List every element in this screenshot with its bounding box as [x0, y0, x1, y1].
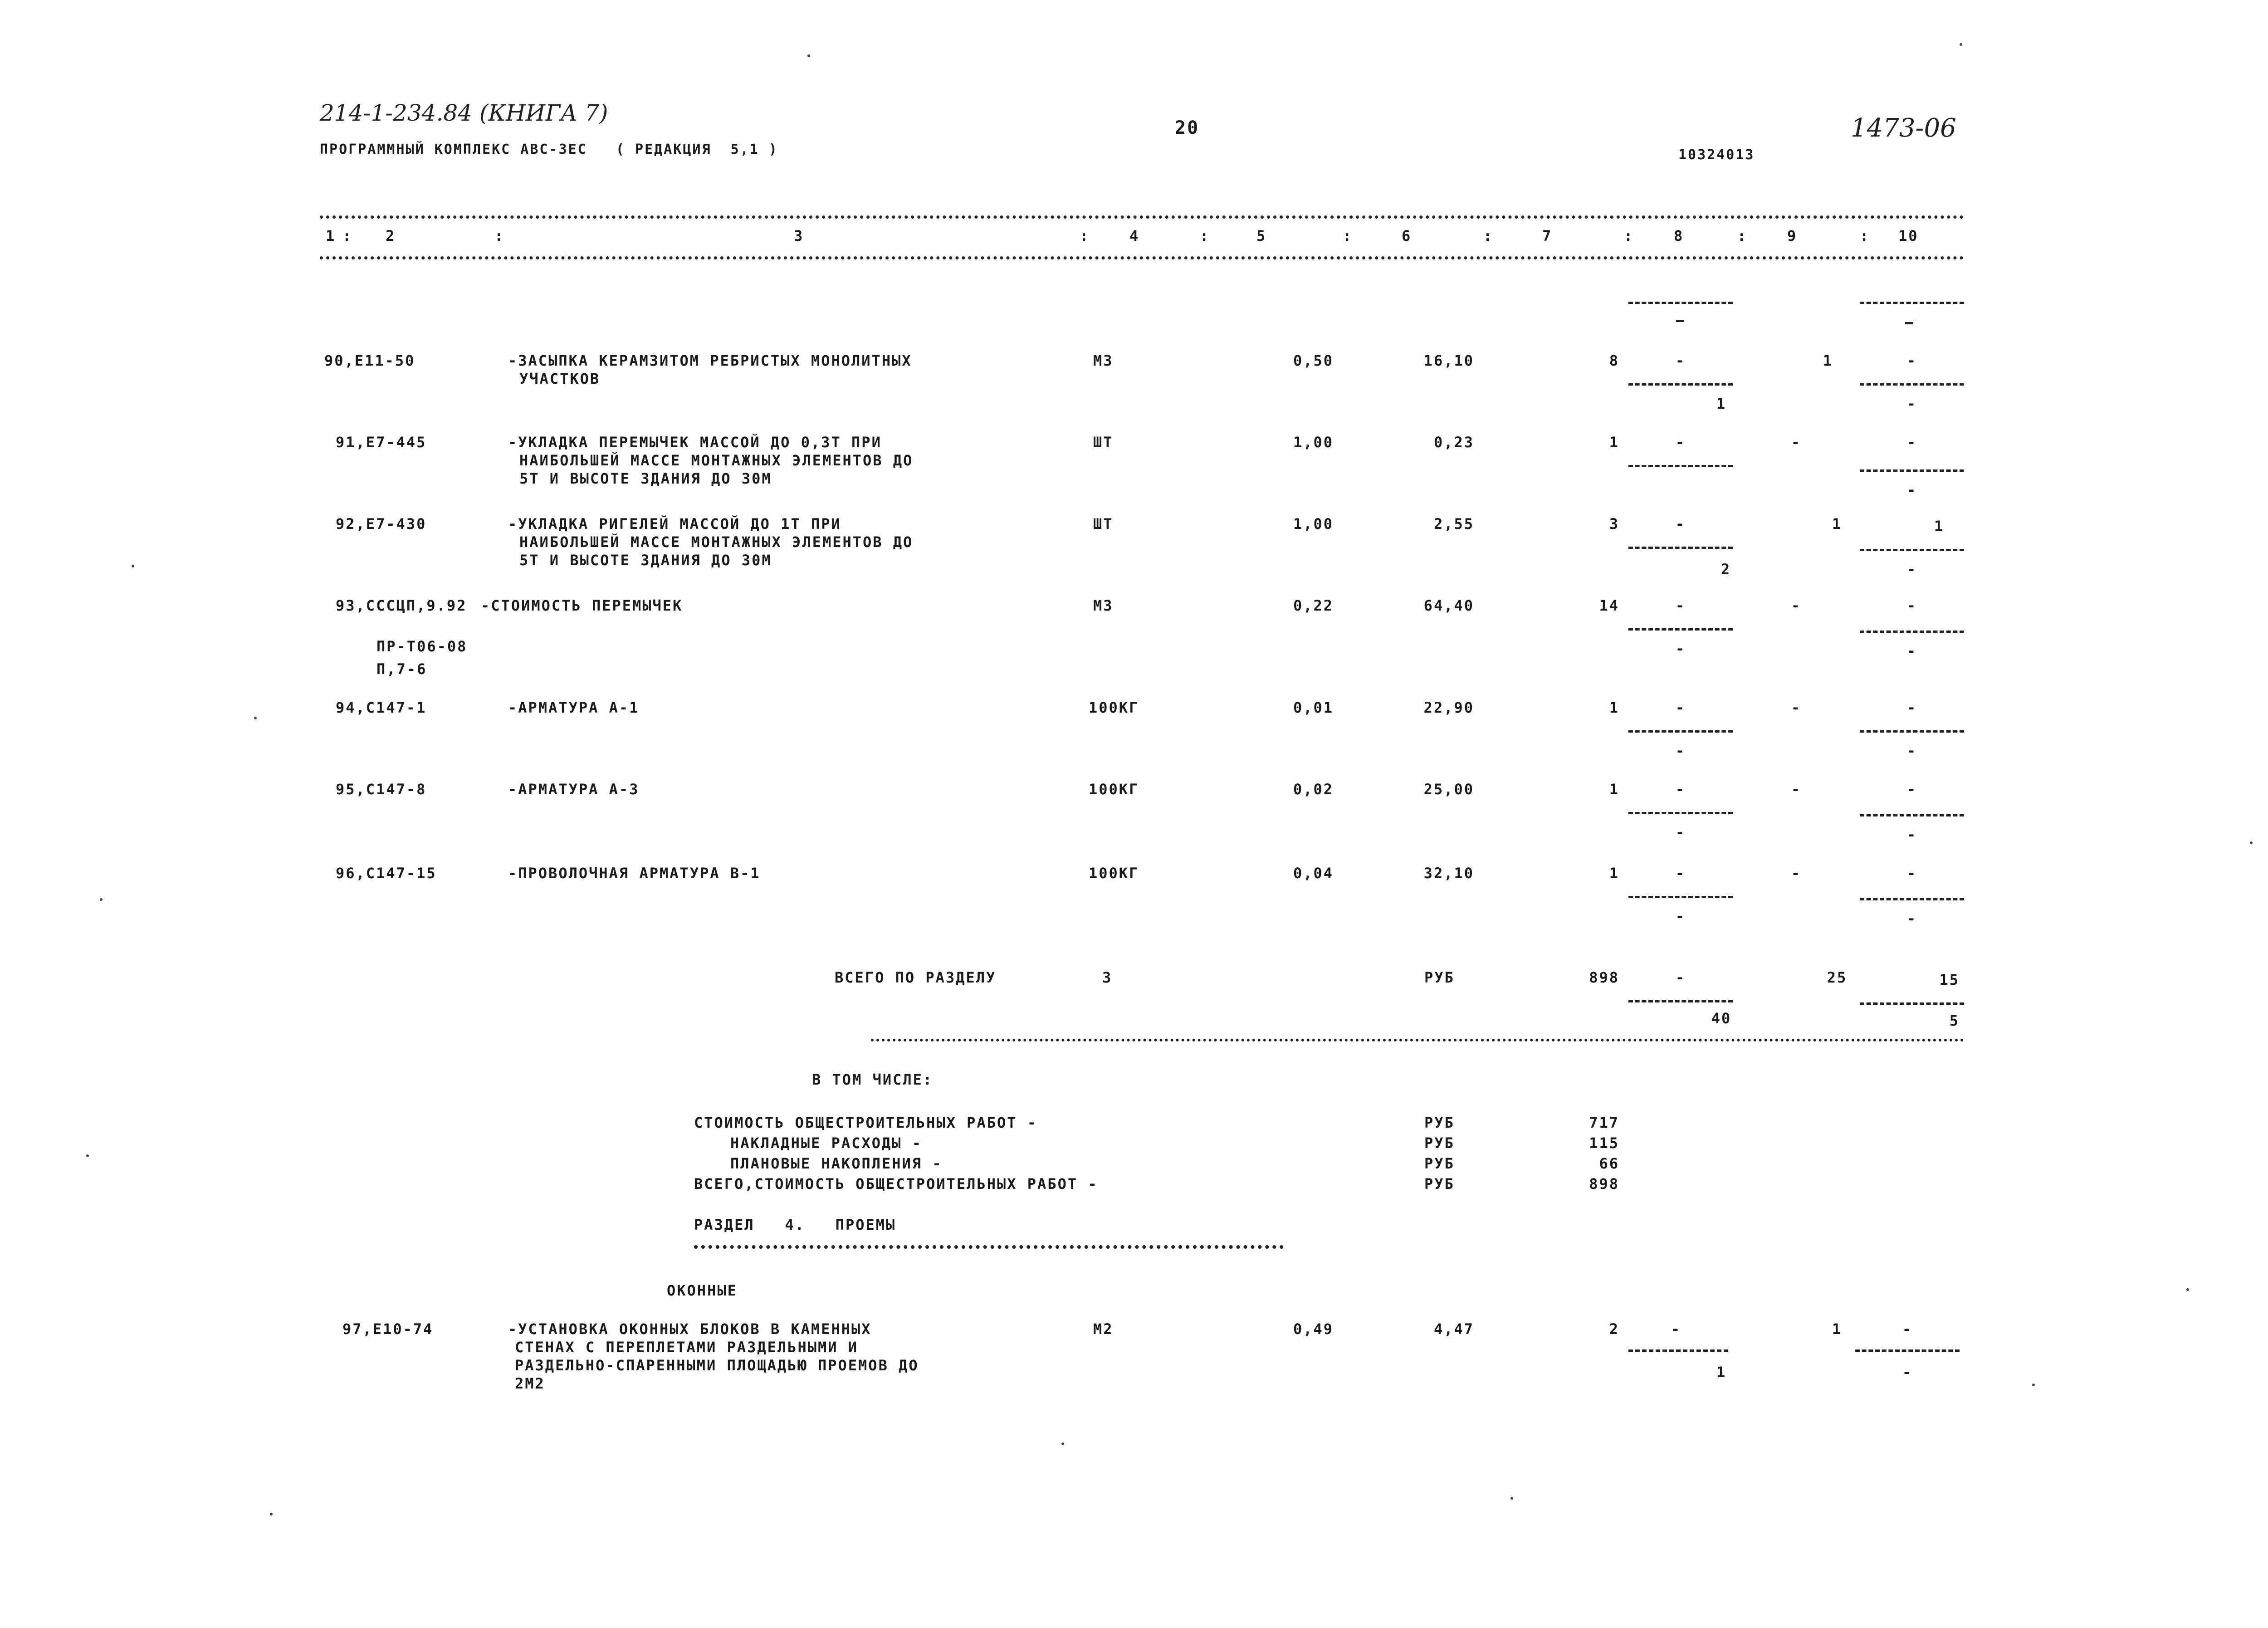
- breakdown-line: СТОИМОСТЬ ОБЩЕСТРОИТЕЛЬНЫХ РАБОТ -: [694, 1114, 1038, 1131]
- row-col8-line: [1628, 730, 1733, 733]
- row-col9: 1: [1832, 515, 1843, 533]
- row-description: -АРМАТУРА А-3: [508, 781, 640, 798]
- col8-dash: [1676, 320, 1684, 322]
- row-col10-top: -: [1906, 781, 1917, 798]
- row-description: РАЗДЕЛЬНО-СПАРЕННЫМИ ПЛОЩАДЬЮ ПРОЕМОВ ДО: [515, 1357, 919, 1374]
- section-total-col8-line: [1628, 1000, 1733, 1002]
- col-separators: :: [1200, 227, 1210, 244]
- col10-subline: [1860, 302, 1964, 304]
- row-description: -СТОИМОСТЬ ПЕРЕМЫЧЕК: [481, 597, 683, 614]
- breakdown-currency: РУБ: [1424, 1155, 1455, 1172]
- row-qty: 0,22: [1293, 597, 1334, 614]
- col-header-6: 6: [1402, 227, 1412, 244]
- row-col10-line: [1860, 730, 1964, 733]
- row-qty: 1,00: [1293, 434, 1334, 451]
- row-description: -ЗАСЫПКА КЕРАМЗИТОМ РЕБРИСТЫХ МОНОЛИТНЫХ: [508, 352, 912, 369]
- row-description: 5Т И ВЫСОТЕ ЗДАНИЯ ДО 30М: [519, 552, 772, 569]
- row-description: -УКЛАДКА ПЕРЕМЫЧЕК МАССОЙ ДО 0,3Т ПРИ: [508, 434, 882, 451]
- section-total-col10-line: [1860, 1002, 1964, 1005]
- row-sum: 1: [1609, 699, 1619, 716]
- row-col10-bottom: -: [1906, 826, 1917, 843]
- col-separators: :: [342, 227, 353, 244]
- row-col10-bottom: -: [1906, 910, 1917, 927]
- row-sum: 1: [1609, 781, 1619, 798]
- col-header-4: 4: [1129, 227, 1140, 244]
- row-number: 97,Е10-74: [342, 1320, 434, 1338]
- row-description: НАИБОЛЬШЕЙ МАССЕ МОНТАЖНЫХ ЭЛЕМЕНТОВ ДО: [519, 452, 914, 469]
- row-col10-bottom: -: [1902, 1364, 1913, 1381]
- row-sum: 3: [1609, 515, 1619, 533]
- section-total-col9: 25: [1827, 969, 1848, 986]
- scan-speck: [2186, 1288, 2189, 1291]
- row-sum: 1: [1609, 434, 1619, 451]
- row-price: 64,40: [1423, 597, 1474, 614]
- row-col10-bottom: -: [1906, 561, 1917, 578]
- section-total-number: 3: [1102, 969, 1113, 986]
- breakdown-currency: РУБ: [1424, 1134, 1455, 1152]
- col-header-2: 2: [386, 227, 396, 244]
- row-qty: 0,01: [1293, 699, 1334, 716]
- row-qty: 0,49: [1293, 1320, 1334, 1338]
- page-number: 20: [1175, 117, 1200, 138]
- row-col10-bottom: -: [1906, 481, 1917, 499]
- row-sum: 2: [1609, 1320, 1619, 1338]
- row-number: 92,Е7-430: [336, 515, 427, 533]
- scan-speck: [1510, 1497, 1513, 1500]
- col-header-1: 1: [326, 227, 336, 244]
- row-price: 25,00: [1423, 781, 1474, 798]
- row-col10-top: -: [1906, 865, 1917, 882]
- row-description: -ПРОВОЛОЧНАЯ АРМАТУРА В-1: [508, 865, 761, 882]
- row-col8-top: -: [1675, 515, 1686, 533]
- row-description: 5Т И ВЫСОТЕ ЗДАНИЯ ДО 30М: [519, 470, 772, 487]
- row-col8-line: [1628, 896, 1733, 898]
- row-description: СТЕНАХ С ПЕРЕПЛЕТАМИ РАЗДЕЛЬНЫМИ И: [515, 1339, 859, 1356]
- row-description: НАИБОЛЬШЕЙ МАССЕ МОНТАЖНЫХ ЭЛЕМЕНТОВ ДО: [519, 533, 914, 551]
- row-price: 0,23: [1433, 434, 1474, 451]
- breakdown-line: ПЛАНОВЫЕ НАКОПЛЕНИЯ -: [730, 1155, 943, 1172]
- header-top-rule: [320, 215, 1964, 219]
- header-bottom-rule: [320, 256, 1964, 259]
- row-number: 96,С147-15: [336, 865, 437, 882]
- col-separators: :: [1860, 227, 1870, 244]
- row-col10-top: -: [1906, 597, 1917, 614]
- doc-code-handwritten: 214-1-234.84 (КНИГА 7): [320, 100, 608, 126]
- row-col8-line: [1628, 1349, 1728, 1352]
- section-total-sum: 898: [1589, 969, 1619, 986]
- row-col8-bottom: 1: [1716, 1364, 1727, 1381]
- row-col8-bottom: -: [1675, 908, 1686, 925]
- row-col10-line: [1860, 469, 1964, 472]
- row-col8-line: [1628, 547, 1733, 549]
- row-col10-top: 1: [1934, 518, 1945, 535]
- col-separators: :: [1343, 227, 1353, 244]
- scan-speck: [807, 54, 810, 57]
- row-description: 2М2: [515, 1375, 545, 1392]
- row-unit: 100КГ: [1089, 781, 1139, 798]
- section-total-col10-bottom: 5: [1949, 1012, 1960, 1029]
- row-col10-line: [1860, 549, 1964, 551]
- row-description: -УСТАНОВКА ОКОННЫХ БЛОКОВ В КАМЕННЫХ: [508, 1320, 872, 1338]
- scan-speck: [1061, 1442, 1064, 1445]
- row-col10-bottom: -: [1906, 395, 1917, 412]
- row-qty: 0,02: [1293, 781, 1334, 798]
- row-col8-line: [1628, 812, 1733, 814]
- row-subcode: П,7-6: [376, 660, 427, 678]
- row-sum: 14: [1599, 597, 1619, 614]
- row-col10-top: -: [1906, 352, 1917, 369]
- row-unit: М3: [1093, 352, 1114, 369]
- section-total-col10-top: 15: [1939, 971, 1960, 988]
- row-price: 4,47: [1433, 1320, 1474, 1338]
- breakdown-line: ВСЕГО,СТОИМОСТЬ ОБЩЕСТРОИТЕЛЬНЫХ РАБОТ -: [694, 1175, 1098, 1193]
- row-unit: ШТ: [1093, 434, 1114, 451]
- breakdown-value: 66: [1599, 1155, 1619, 1172]
- row-col9: -: [1791, 781, 1802, 798]
- row-col8-line: [1628, 465, 1733, 467]
- row-description: УЧАСТКОВ: [519, 370, 601, 387]
- scan-speck: [86, 1154, 89, 1157]
- row-unit: 100КГ: [1089, 865, 1139, 882]
- col-header-9: 9: [1787, 227, 1798, 244]
- col-header-8: 8: [1674, 227, 1684, 244]
- col-separators: :: [494, 227, 505, 244]
- row-col8-line: [1628, 628, 1733, 631]
- document-id: 10324013: [1678, 147, 1755, 163]
- scan-speck: [2250, 841, 2253, 844]
- scan-speck: [270, 1513, 273, 1516]
- row-col8-top: -: [1675, 781, 1686, 798]
- row-col8-top: -: [1671, 1320, 1681, 1338]
- row-description: -УКЛАДКА РИГЕЛЕЙ МАССОЙ ДО 1Т ПРИ: [508, 515, 841, 533]
- breakdown-currency: РУБ: [1424, 1175, 1455, 1193]
- breakdown-currency: РУБ: [1424, 1114, 1455, 1131]
- col10-dash: [1905, 322, 1913, 324]
- scan-speck: [1960, 43, 1962, 46]
- col-header-7: 7: [1542, 227, 1553, 244]
- row-unit: ШТ: [1093, 515, 1114, 533]
- row-col8-top: -: [1675, 352, 1686, 369]
- col-header-5: 5: [1256, 227, 1267, 244]
- row-number: 90,Е11-50: [324, 352, 415, 369]
- row-number: 93,СССЦП,9.92: [336, 597, 467, 614]
- col-separators: :: [1483, 227, 1494, 244]
- row-col8-bottom: -: [1675, 640, 1686, 657]
- col-header-10: 10: [1898, 227, 1919, 244]
- row-col10-top: -: [1906, 434, 1917, 451]
- section-title: РАЗДЕЛ 4. ПРОЕМЫ: [694, 1216, 896, 1233]
- row-col10-line: [1855, 1349, 1960, 1352]
- col-header-3: 3: [794, 227, 804, 244]
- row-qty: 0,04: [1293, 865, 1334, 882]
- row-unit: М3: [1093, 597, 1114, 614]
- row-col9: 1: [1823, 352, 1833, 369]
- row-col9: -: [1791, 699, 1802, 716]
- stamp-handwritten: 1473-06: [1851, 113, 1956, 143]
- row-col8-top: -: [1675, 865, 1686, 882]
- row-number: 95,С147-8: [336, 781, 427, 798]
- row-col10-line: [1860, 814, 1964, 816]
- row-col8-bottom: 2: [1721, 561, 1731, 578]
- scan-speck: [254, 717, 257, 719]
- section-total-rule: [871, 1039, 1964, 1041]
- row-col9: -: [1791, 434, 1802, 451]
- row-col10-line: [1860, 383, 1964, 386]
- breakdown-value: 115: [1589, 1134, 1619, 1152]
- col-separators: :: [1624, 227, 1634, 244]
- row-col8-top: -: [1675, 597, 1686, 614]
- row-number: 94,С147-1: [336, 699, 427, 716]
- row-description: -АРМАТУРА А-1: [508, 699, 640, 716]
- row-unit: 100КГ: [1089, 699, 1139, 716]
- section-title-underline: [694, 1245, 1284, 1249]
- breakdown-value: 898: [1589, 1175, 1619, 1193]
- section-total-col8-bottom: 40: [1711, 1010, 1732, 1027]
- scan-speck: [2032, 1384, 2035, 1386]
- row-qty: 0,50: [1293, 352, 1334, 369]
- row-col10-bottom: -: [1906, 742, 1917, 759]
- breakdown-line: НАКЛАДНЫЕ РАСХОДЫ -: [730, 1134, 923, 1152]
- row-sum: 1: [1609, 865, 1619, 882]
- row-col8-top: -: [1675, 699, 1686, 716]
- scan-speck: [100, 898, 103, 901]
- row-price: 2,55: [1433, 515, 1474, 533]
- row-subcode: ПР-Т06-08: [376, 638, 468, 655]
- row-sum: 8: [1609, 352, 1619, 369]
- row-col10-top: -: [1906, 699, 1917, 716]
- row-price: 16,10: [1423, 352, 1474, 369]
- breakdown-value: 717: [1589, 1114, 1619, 1131]
- row-col8-top: -: [1675, 434, 1686, 451]
- col-separators: :: [1080, 227, 1090, 244]
- row-col8-bottom: -: [1675, 824, 1686, 841]
- section-total-col8-top: -: [1675, 969, 1686, 986]
- section-total-currency: РУБ: [1424, 969, 1455, 986]
- row-price: 32,10: [1423, 865, 1474, 882]
- row-col10-line: [1860, 631, 1964, 633]
- breakdown-heading: В ТОМ ЧИСЛЕ:: [812, 1071, 934, 1088]
- row-col8-bottom: 1: [1716, 395, 1727, 412]
- scan-speck: [132, 565, 134, 567]
- row-price: 22,90: [1423, 699, 1474, 716]
- row-col8-line: [1628, 383, 1733, 386]
- row-col10-bottom: -: [1906, 642, 1917, 660]
- row-col9: 1: [1832, 1320, 1843, 1338]
- row-qty: 1,00: [1293, 515, 1334, 533]
- row-col10-line: [1860, 898, 1964, 900]
- col-separators: :: [1737, 227, 1748, 244]
- row-col8-bottom: -: [1675, 742, 1686, 759]
- row-col9: -: [1791, 865, 1802, 882]
- row-unit: М2: [1093, 1320, 1114, 1338]
- program-title: ПРОГРАММНЫЙ КОМПЛЕКС АВС-ЗЕС ( РЕДАКЦИЯ 5,1 ): [320, 142, 778, 157]
- subsection-heading: ОКОННЫЕ: [667, 1282, 738, 1299]
- col8-subline: [1628, 302, 1733, 304]
- row-col10-top: -: [1902, 1320, 1913, 1338]
- section-total-label: ВСЕГО ПО РАЗДЕЛУ: [835, 969, 997, 986]
- row-col9: -: [1791, 597, 1802, 614]
- row-number: 91,Е7-445: [336, 434, 427, 451]
